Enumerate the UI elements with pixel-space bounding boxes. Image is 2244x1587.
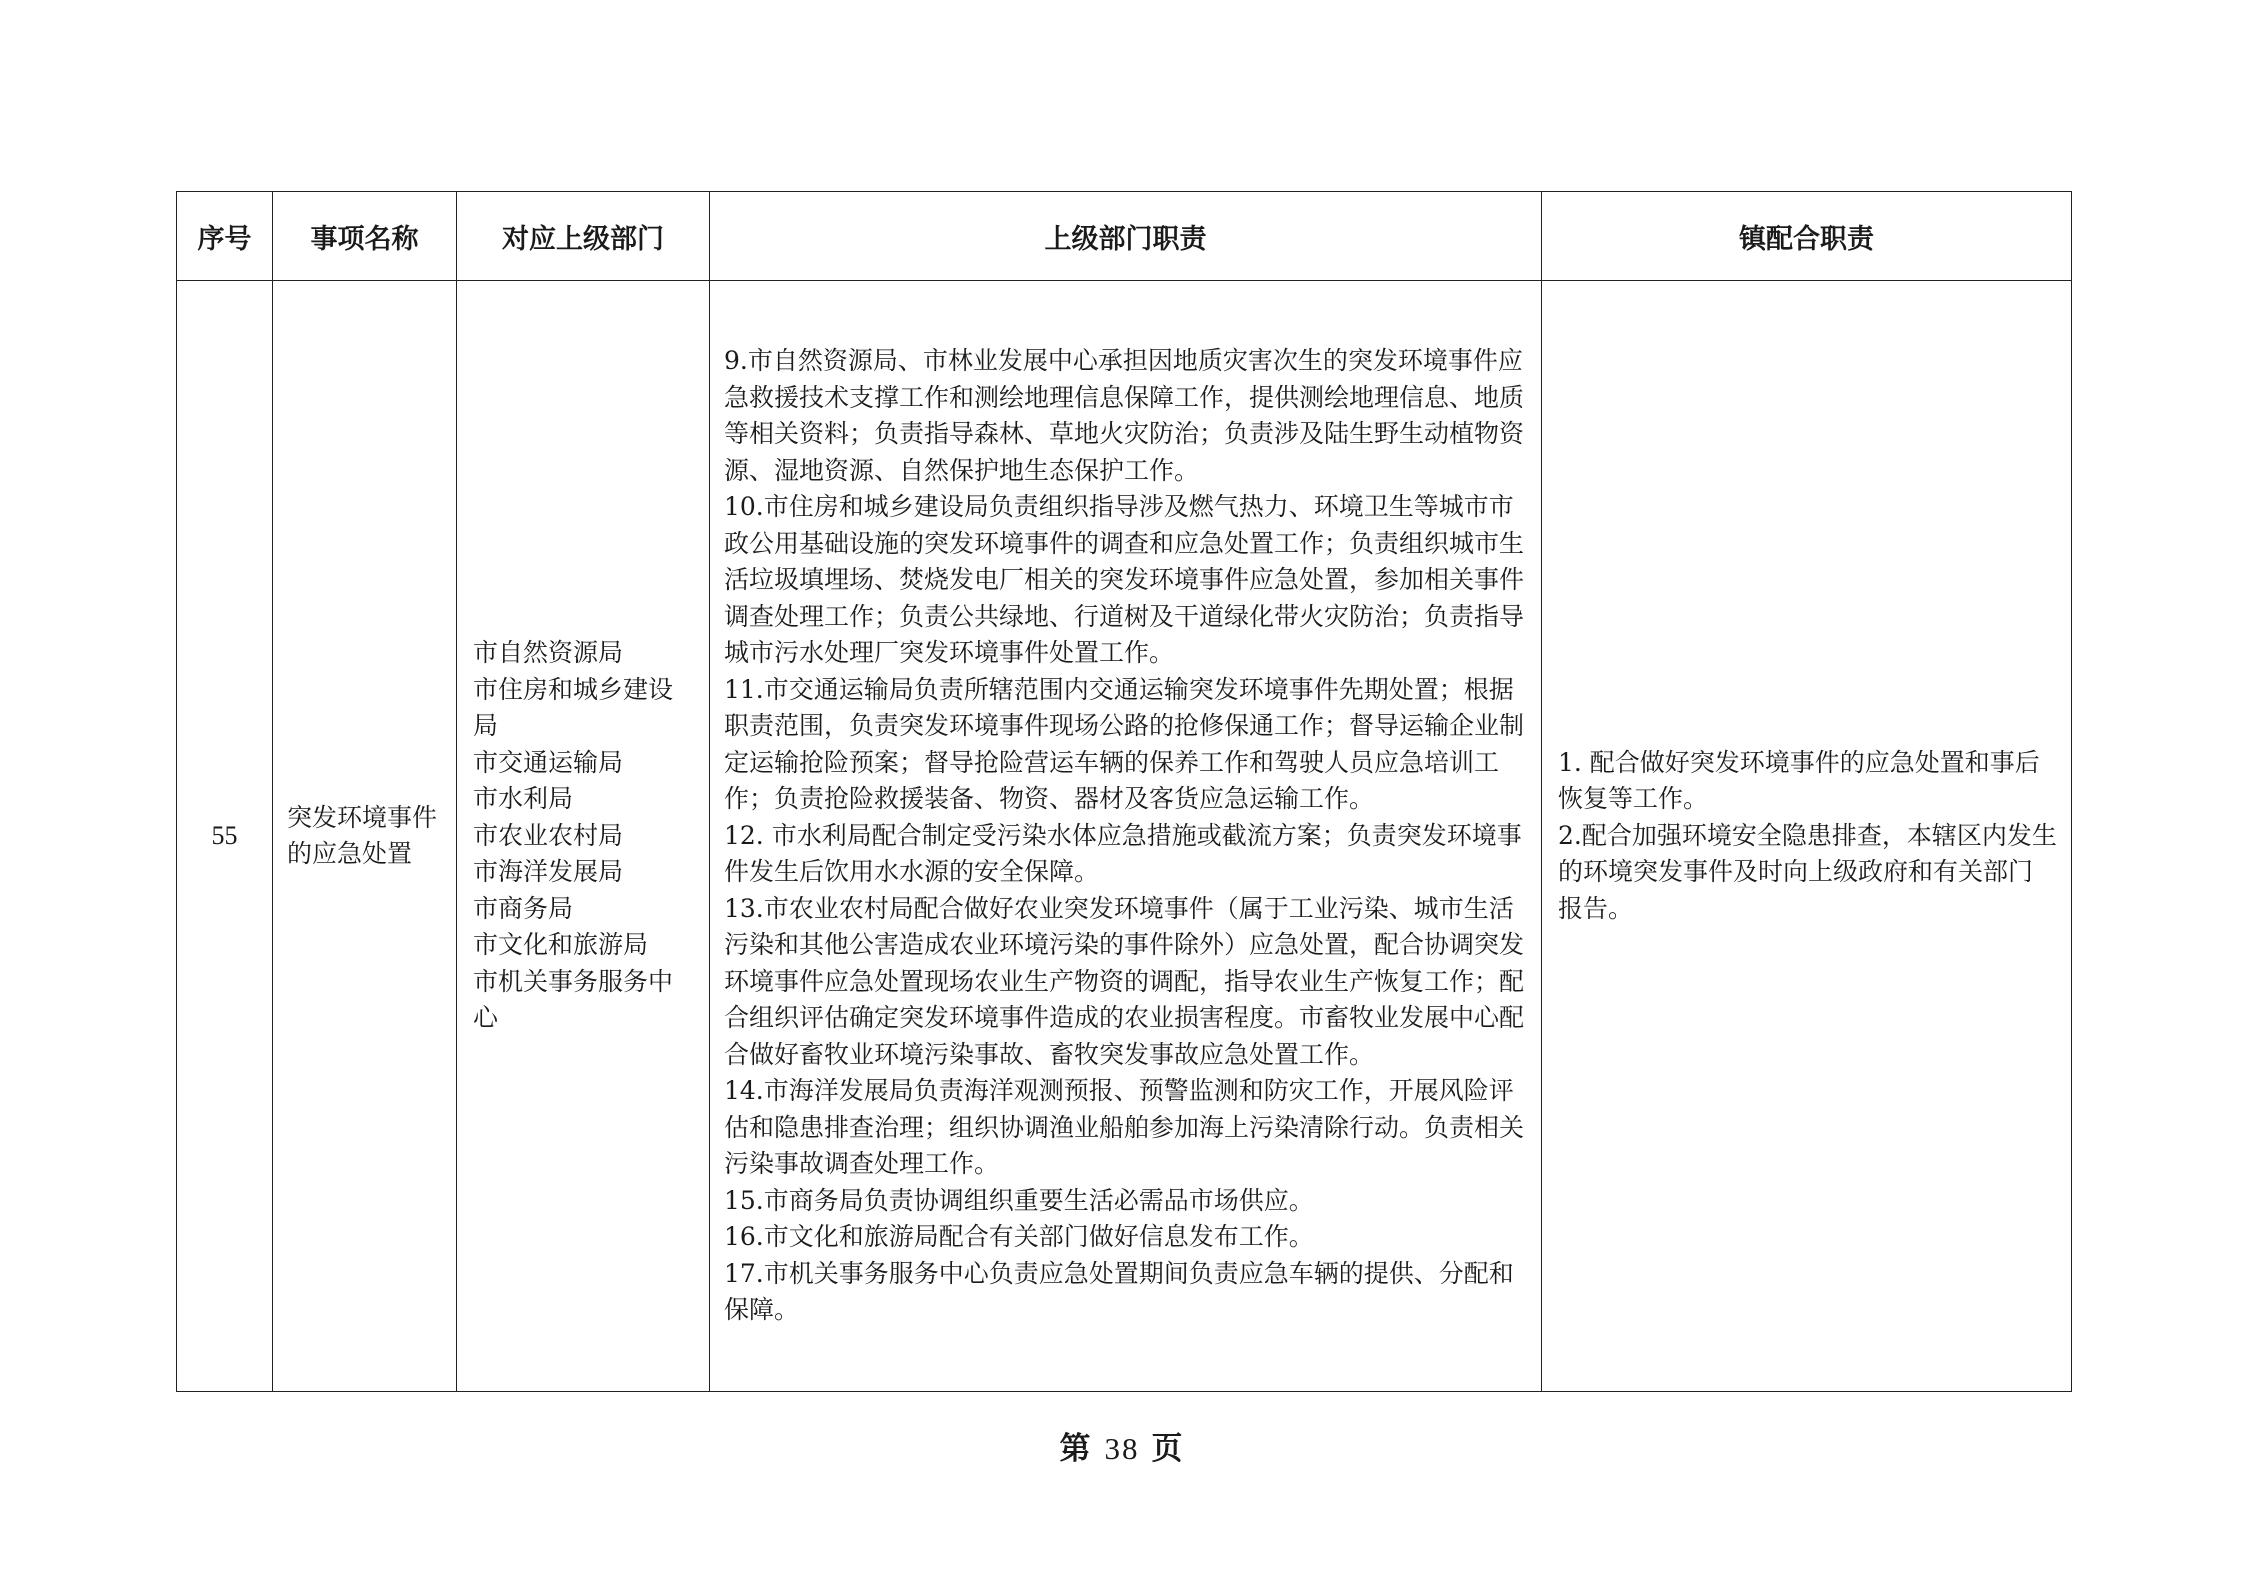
page-number-prefix: 第 [1059, 1431, 1093, 1467]
header-department-duty: 上级部门职责 [710, 192, 1542, 281]
department-item: 市水利局 [473, 784, 574, 814]
header-department: 对应上级部门 [457, 192, 710, 281]
duty-paragraph: 15.市商务局负责协调组织重要生活必需品市场供应。 [724, 1185, 1314, 1215]
department-item: 市交通运输局 [473, 747, 624, 777]
department-item: 市农业农村局 [473, 820, 624, 850]
town-duty-paragraph: 2.配合加强环境安全隐患排查，本辖区内发生的环境突发事件及时向上级政府和有关部门报告。 [1558, 820, 2057, 923]
responsibility-table [176, 191, 2072, 1392]
duty-paragraph: 12. 市水利局配合制定受污染水体应急措施或截流方案；负责突发环境事件发生后饮用水水源的安全保障。 [724, 820, 1522, 887]
duty-paragraph: 14.市海洋发展局负责海洋观测预报、预警监测和防灾工作，开展风险评估和隐患排查治理；组织协调渔业船舶参加海上污染清除行动。负责相关污染事故调查处理工作。 [724, 1076, 1525, 1179]
department-item: 市住房和城乡建设局 [473, 674, 674, 741]
row-item-name: 突发环境事件的应急处置 [273, 281, 457, 1392]
town-duty-paragraph: 1. 配合做好突发环境事件的应急处置和事后恢复等工作。 [1558, 747, 2040, 814]
row-seq: 55 [177, 281, 273, 1392]
row-department-duties [710, 281, 1542, 1392]
duty-paragraph: 11.市交通运输局负责所辖范围内交通运输突发环境事件先期处置；根据职责范围，负责突发环境事件现场公路的抢修保通工作；督导运输企业制定运输抢险预案；督导抢险营运车辆的保养工作和驾驶人员应急培训工作；负责抢险救援装备、物资、器材及客货应急运输工作。 [724, 674, 1525, 814]
table-header-row [177, 192, 2072, 281]
header-seq: 序号 [177, 192, 273, 281]
page-number-suffix: 页 [1151, 1431, 1185, 1467]
page-number: 38 [1104, 1431, 1140, 1466]
table-row [177, 281, 2072, 1392]
department-item: 市机关事务服务中心 [473, 966, 674, 1033]
duty-paragraph: 10.市住房和城乡建设局负责组织指导涉及燃气热力、环境卫生等城市市政公用基础设施的突发环境事件的调查和应急处置工作；负责组织城市生活垃圾填埋场、焚烧发电厂相关的突发环境事件应急处置，参加相关事件调查处理工作；负责公共绿地、行道树及干道绿化带火灾防治；负责指导城市污水处理厂突发环境事件处置工作。 [724, 492, 1525, 668]
row-departments [457, 281, 710, 1392]
duty-paragraph: 13.市农业农村局配合做好农业突发环境事件（属于工业污染、城市生活污染和其他公害造成农业环境污染的事件除外）应急处置，配合协调突发环境事件应急处置现场农业生产物资的调配，指导农业生产恢复工作；配合组织评估确定突发环境事件造成的农业损害程度。市畜牧业发展中心配合做好畜牧业环境污染事故、畜牧突发事故应急处置工作。 [724, 893, 1525, 1069]
department-item: 市文化和旅游局 [473, 930, 649, 960]
row-town-duties [1542, 281, 2072, 1392]
department-item: 市自然资源局 [473, 638, 624, 668]
duty-paragraph: 9.市自然资源局、市林业发展中心承担因地质灾害次生的突发环境事件应急救援技术支撑工作和测绘地理信息保障工作，提供测绘地理信息、地质等相关资料；负责指导森林、草地火灾防治；负责涉及陆生野生动植物资源、湿地资源、自然保护地生态保护工作。 [724, 346, 1525, 485]
department-item: 市海洋发展局 [473, 857, 624, 887]
header-town-duty: 镇配合职责 [1542, 192, 2072, 281]
page-footer [0, 1423, 2244, 1468]
header-item-name: 事项名称 [273, 192, 457, 281]
duty-paragraph: 16.市文化和旅游局配合有关部门做好信息发布工作。 [724, 1222, 1314, 1252]
duty-paragraph: 17.市机关事务服务中心负责应急处置期间负责应急车辆的提供、分配和保障。 [724, 1258, 1514, 1325]
department-item: 市商务局 [473, 893, 574, 923]
